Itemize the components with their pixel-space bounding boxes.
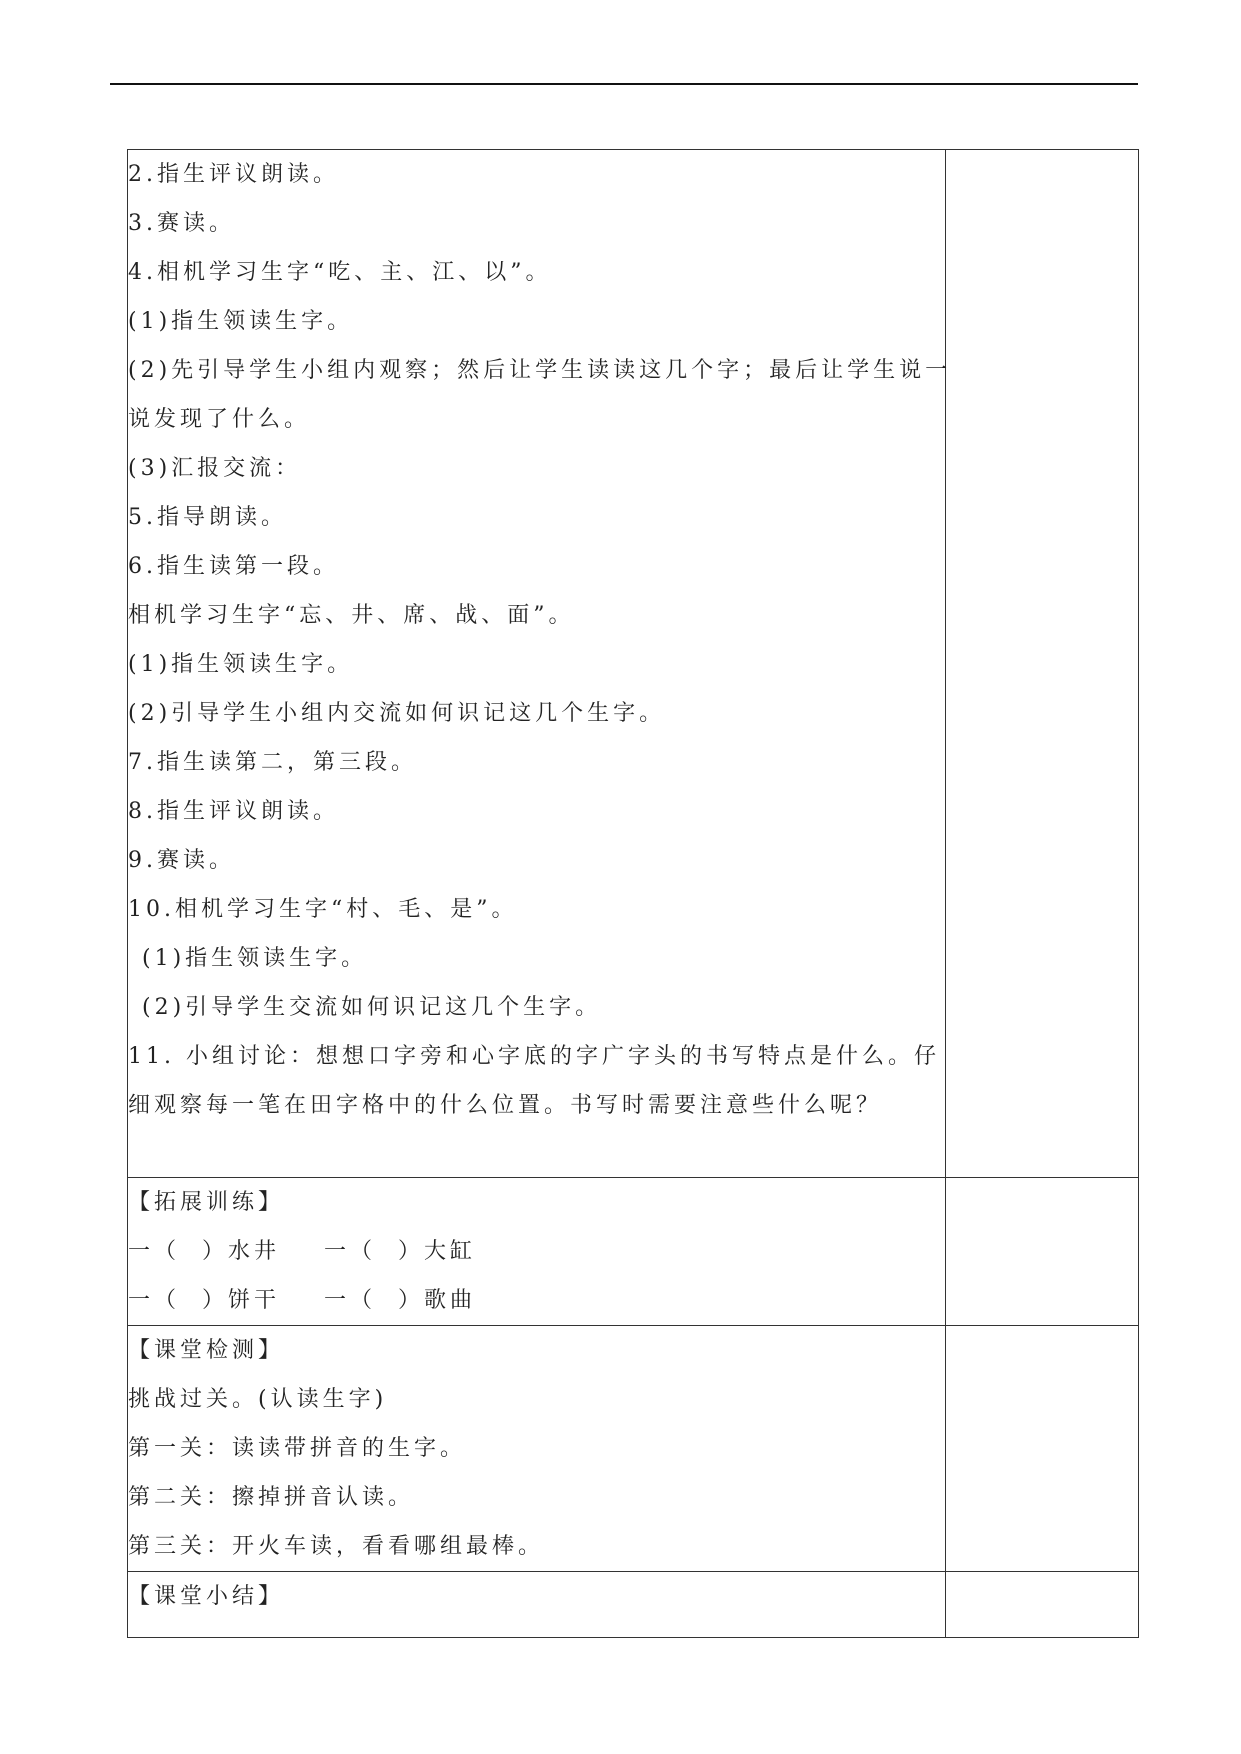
text-line: (1)指生领读生字。 [128, 652, 354, 677]
text-line: (2)引导学生小组内交流如何识记这几个生字。 [128, 701, 666, 726]
text-line: (1)指生领读生字。 [142, 946, 368, 971]
text-line: 一（ ）水井 一（ ）大缸 [128, 1239, 476, 1264]
text-line: 挑战过关。(认读生字) [128, 1387, 388, 1412]
text-line: 第一关：读读带拼音的生字。 [128, 1436, 467, 1461]
table-row [128, 150, 1139, 1178]
text-line: 11. 小组讨论：想想口字旁和心字底的字广字头的书写特点是什么。仔 [128, 1044, 940, 1069]
table-row [128, 1572, 1139, 1638]
notes-cell [946, 1326, 1139, 1572]
extension-training-cell [128, 1178, 946, 1326]
text-line: 8.指生评议朗读。 [128, 799, 339, 824]
text-line: 4.相机学习生字“吃、主、江、以”。 [128, 260, 552, 285]
table-row [128, 1178, 1139, 1326]
text-line: 9.赛读。 [128, 848, 235, 873]
notes-cell [946, 150, 1139, 1178]
text-line: 一（ ）饼干 一（ ）歌曲 [128, 1288, 476, 1313]
text-line: 3.赛读。 [128, 211, 235, 236]
text-line: 2.指生评议朗读。 [128, 162, 339, 187]
section-title: 【拓展训练】 [128, 1190, 285, 1215]
text-line: (2)先引导学生小组内观察；然后让学生读读这几个字；最后让学生说一 [128, 358, 952, 383]
text-line: (3)汇报交流： [128, 456, 302, 481]
text-line: 第二关：擦掉拼音认读。 [128, 1485, 415, 1510]
notes-cell [946, 1572, 1139, 1638]
text-line: (1)指生领读生字。 [128, 309, 354, 334]
lesson-plan-table [127, 149, 1139, 1638]
class-check-cell [128, 1326, 946, 1572]
text-line: 7.指生读第二，第三段。 [128, 750, 417, 775]
text-line: 相机学习生字“忘、井、席、战、面”。 [128, 603, 575, 628]
section-title: 【课堂小结】 [128, 1584, 285, 1609]
class-summary-cell [128, 1572, 946, 1638]
text-line: 细观察每一笔在田字格中的什么位置。书写时需要注意些什么呢？ [128, 1093, 883, 1118]
notes-cell [946, 1178, 1139, 1326]
teaching-process-cell [128, 150, 952, 1178]
text-line: 5.指导朗读。 [128, 505, 287, 530]
text-line: 说发现了什么。 [128, 407, 311, 432]
text-line: 第三关：开火车读，看看哪组最棒。 [128, 1534, 545, 1559]
table-row [128, 1326, 1139, 1572]
text-line: (2)引导学生交流如何识记这几个生字。 [142, 995, 602, 1020]
text-line: 10.相机学习生字“村、毛、是”。 [128, 897, 518, 922]
header-rule [110, 83, 1138, 85]
text-line: 6.指生读第一段。 [128, 554, 339, 579]
section-title: 【课堂检测】 [128, 1338, 285, 1363]
